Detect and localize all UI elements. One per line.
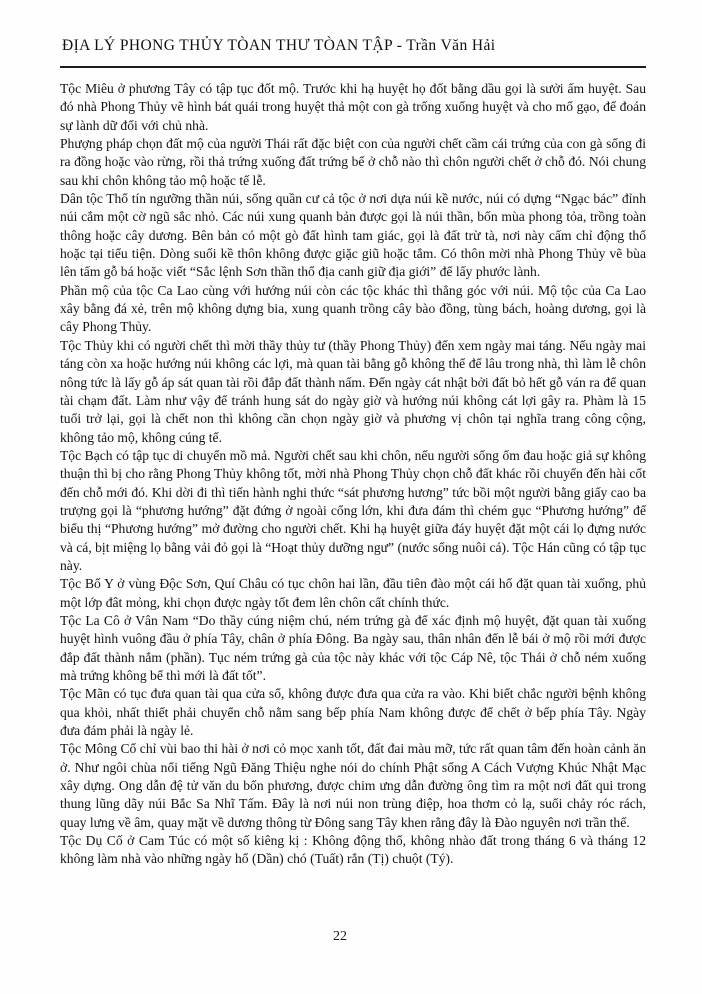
page-number: 22: [333, 929, 347, 944]
paragraph: Tộc Bố Y ở vùng Độc Sơn, Quí Châu có tục chôn hai lần, đầu tiên đào một cái hố đặt quan tài xuống, phủ một lớp đât mỏng, khi chọn được ngày tốt đem lên chôn cất chính thức.: [60, 576, 646, 610]
paragraph: Tộc Dụ Cố ở Cam Túc có một số kiêng kị : Không động thổ, không nhào đất trong tháng 6 và tháng 12 không làm nhà vào những ngày hổ (Dần) chó (Tuất) rắn (Tị) chuột (Tý).: [60, 833, 646, 867]
paragraph: Phượng pháp chọn đất mộ của người Thái rất đặc biệt con của người chết cầm cái trứng của con gà sống đi ra đồng hoặc vào rừng, rồi thả trứng xuống đất trứng bể ở chỗ nào thì chôn người chết ở chỗ đó. Nói chung sau khi chôn không tảo mộ hoặc tế lễ.: [60, 136, 646, 188]
paragraph: Tộc Mãn có tục đưa quan tài qua cửa sổ, không được đưa qua cửa ra vào. Khi biết chắc người bệnh không qua khỏi, nhất thiết phải chuyển chỗ nằm sang bếp phía Nam không được để chết ở bếp phía Tây. Ngày đưa đám phải là ngày lẻ.: [60, 686, 646, 739]
paragraph: Phần mộ của tộc Ca Lao cùng với hướng núi còn các tộc khác thì thẳng góc với núi. Mộ tộc của Ca Lao xây bằng đá xẻ, trên mộ không dựng bia, xung quanh trồng cây bào đồng, tùng bách, hoàng dương, gọi là cây Phong Thủy.: [60, 282, 646, 335]
paragraph: Tộc Bạch có tập tục di chuyển mồ mả. Người chết sau khi chôn, nếu người sống ốm đau hoặc giả sự không thuận thì bị cho rằng Phong Thủy không tốt, mời nhà Phong Thủy chọn chỗ đất khác rồi chuyển đến hài cốt đến chỗ mới đó. Khi dời đi thì tiến hành nghi thức “sát phương hương” tức bồi một người bằng giấy cao ba trượng gọi là “phương hướng” đặt đứng ở ngoài cổng lớn, khi đưa đám thì chém gục “Phương hướng” để biểu thị “Phương hướng” mở đường cho người chết. Khi hạ huyệt giữa đáy huyệt đặt một cái lọ đựng nước và cá, bịt miệng lọ bằng vải đỏ gọi là “Hoạt thủy dưỡng ngư” (nước sống nuôi cá). Tộc Hán cũng có tập tục này.: [60, 447, 646, 573]
document-body: [60, 80, 646, 869]
header-divider: [60, 66, 646, 68]
paragraph: Tộc Thủy khi có người chết thì mời thầy thủy tư (thầy Phong Thủy) đến xem ngày mai táng. Nếu ngày mai táng còn xa hoặc hướng núi không các lợi, mà quan tài bằng gỗ không thể để lâu trong nhà, thì làm lễ chôn nông tức là lấy gỗ áp sát quan tài rồi đắp đất thành nấm. Đến ngày cát nhật bởi đất bỏ hết gỗ ván ra để quan tài chạm đất. Làm như vậy để tránh hung sát do ngày giờ và hướng núi không cát lợi gây ra. Phàm là 15 tuổi trở lại, gọi là chết non thì không cần chọn ngày giờ và phương vị chôn tại nghĩa trang công cộng, không tảo mộ, không cúng tế.: [60, 337, 646, 445]
paragraph: Dân tộc Thổ tín ngưỡng thần núi, sống quần cư cả tộc ở nơi dựa núi kề nước, núi có dựng “Ngạc bác” đỉnh núi cắm một cờ ngũ sắc nhỏ. Các núi xung quanh bản được gọi là núi thần, bốn mùa phong tỏa, trồng toàn thông hoặc cây dương. Bên bản có một gò đất hình tam giác, gọi là đất trừ tà, nơi này cấm chỉ động thổ hoặc tại tiểu tiện. Dòng suối kề thôn không được giặc giũ hoặc tắm. Có thôn mời nhà Phong Thủy vẽ bùa lên tấm gỗ bá hoặc viết “Sắc lệnh Sơn thần thổ địa canh giữ địa giới” để lấy phước lành.: [60, 191, 646, 280]
paragraph: Tộc Miêu ở phương Tây có tập tục đốt mộ. Trước khi hạ huyệt họ đốt bằng dầu gọi là sưởi ấm huyệt. Sau đó nhà Phong Thủy vẽ hình bát quái trong huyệt thả một con gà trống xuống huyệt và cho mổ gạo, để đoán sự lành dữ đối với chủ nhà.: [60, 81, 646, 133]
paragraph: Tộc La Cô ở Vân Nam “Do thầy cúng niệm chú, ném trứng gà để xác định mộ huyệt, đặt quan tài xuống huyệt hình vuông đầu ở phía Tây, chân ở phía Đông. Ba ngày sau, thân nhân đến lễ bái ở mộ rồi mới được đắp đất thành nắm (phần). Tục ném trứng gà của tộc này khác với tộc Cáp Nê, tộc Thái ở chỗ ném xuống mà trứng không bể thì mới là đất tốt”.: [60, 612, 646, 683]
document-header-title: ĐỊA LÝ PHONG THỦY TÒAN THƯ TÒAN TẬP - Trần Văn Hải: [62, 37, 496, 54]
paragraph: Tộc Mông Cổ chỉ vùi bao thi hài ở nơi cỏ mọc xanh tốt, đất đai màu mỡ, tức rất quan tâm đến hoàn cảnh ăn ở. Như ngôi chùa nổi tiếng Ngũ Đăng Thiệu nghe nói do chính Phật sống A Cách Vượng Khúc Nhật Mạc xây dựng. Ong dẫn đệ tử văn du bốn phương, được chim ưng dẫn đường ông tìm ra một nơi đất qui trong thung lũng dãy núi Bắc Sa Nhĩ Tấm. Đây là nơi núi non trùng điệp, hoa thơm cỏ lạ, suối chảy róc rách, quay lưng về âm, quay mặt về dương thông từ Đông sang Tây khen rằng đây là Đào nguyên nơi trần thế.: [60, 741, 646, 830]
